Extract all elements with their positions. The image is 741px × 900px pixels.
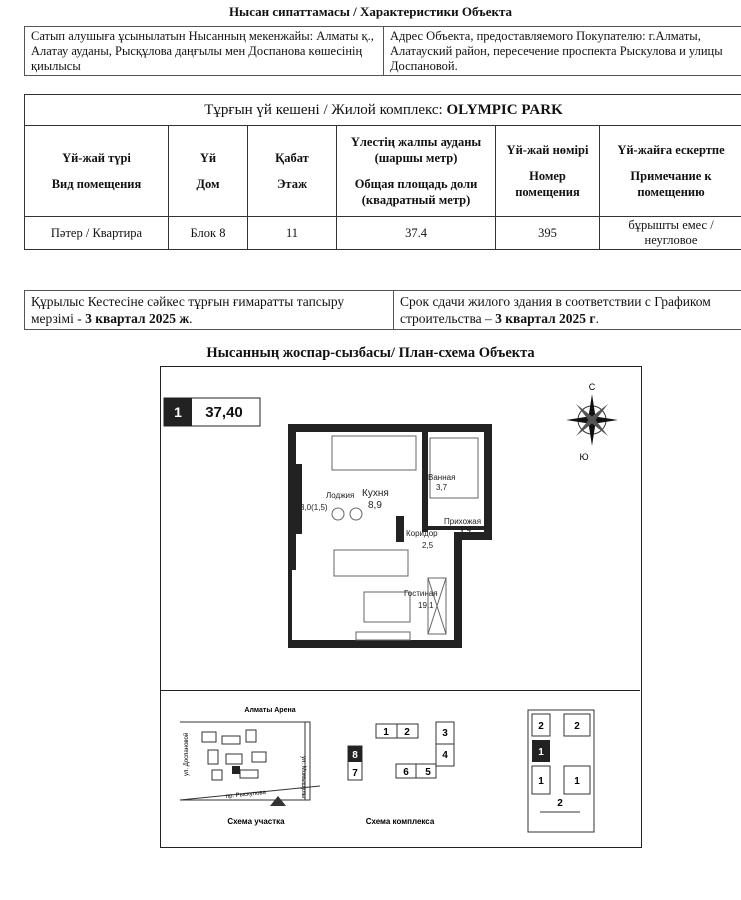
complex-caption: Схема комплекса xyxy=(365,817,435,826)
header-house: Үй Дом xyxy=(169,126,248,217)
floor-plan-svg xyxy=(160,366,640,846)
address-block xyxy=(24,26,741,76)
room-corridor-area: 2,5 xyxy=(422,541,434,550)
room-bath-area: 3,7 xyxy=(436,483,448,492)
room-bath-name: Ванная xyxy=(428,473,456,482)
svg-text:5: 5 xyxy=(425,767,431,778)
cell-note: бұрышты емес / неугловое xyxy=(600,217,741,250)
header-area: Үлестің жалпы ауданы (шаршы метр) Общая площадь доли (квадратный метр) xyxy=(337,126,496,217)
site-street-rysk: пр. Рыскулова xyxy=(225,789,267,800)
deadline-kz: Құрылыс Кестесіне сәйкес тұрғын ғимаратты тапсыру мерзімі - 3 квартал 2025 ж. xyxy=(25,291,394,329)
cell-house: Блок 8 xyxy=(169,217,248,250)
cell-number: 395 xyxy=(496,217,600,250)
complex-scheme xyxy=(348,722,454,826)
table-row xyxy=(25,217,741,250)
svg-text:1: 1 xyxy=(383,727,389,738)
deadline-ru: Срок сдачи жилого здания в соответствии с Графиком строительства – 3 квартал 2025 г. xyxy=(400,294,711,326)
header-note: Үй-жайға ескертпе Примечание к помещению xyxy=(600,126,741,217)
document-title: Нысан сипаттамасы / Характеристики Объекта xyxy=(228,4,513,19)
complex-block-highlight: 8 xyxy=(352,750,358,761)
floor-highlight: 1 xyxy=(538,747,544,758)
complex-caption: Тұрғын үй кешені / Жилой комплекс: OLYMPIC PARK xyxy=(25,95,741,126)
svg-text:3: 3 xyxy=(442,728,448,739)
svg-text:2: 2 xyxy=(538,721,544,732)
compass-north: С xyxy=(588,382,596,392)
svg-text:4: 4 xyxy=(442,750,448,761)
room-loggia-area: 3,0(1,5) xyxy=(300,503,328,512)
header-type: Үй-жай түрі Вид помещения xyxy=(25,126,169,217)
room-corridor-name: Коридор xyxy=(406,529,438,538)
svg-text:2: 2 xyxy=(404,727,410,738)
room-living-area: 19,1 xyxy=(418,601,434,610)
site-street-dosp: ул. Доспановой xyxy=(184,732,190,776)
site-street-mom: ул. Момышулы xyxy=(300,756,306,799)
svg-text:2: 2 xyxy=(557,798,563,809)
room-hall-area: 1,7 xyxy=(460,529,472,538)
plan-title: Нысанның жоспар-сызбасы/ План-схема Объекта xyxy=(206,345,535,361)
header-floor: Қабат Этаж xyxy=(248,126,337,217)
characteristics-table xyxy=(24,94,741,250)
svg-text:6: 6 xyxy=(403,767,409,778)
cell-area: 37.4 xyxy=(337,217,496,250)
room-kitchen-name: Кухня xyxy=(362,488,389,499)
rooms-count: 1 xyxy=(174,404,182,420)
svg-text:1: 1 xyxy=(538,776,544,787)
compass-south: Ю xyxy=(579,452,589,462)
svg-text:1: 1 xyxy=(574,776,580,787)
complex-name: OLYMPIC PARK xyxy=(446,101,563,118)
address-ru: Адрес Объекта, предоставляемого Покупателю: г.Алматы, Алатауский район, пересечение проспекта Рыскулова и улицы Доспановой. xyxy=(390,29,723,73)
room-kitchen-area: 8,9 xyxy=(368,500,382,511)
site-caption: Схема участка xyxy=(227,817,285,826)
site-scheme xyxy=(180,707,320,826)
svg-text:7: 7 xyxy=(352,768,358,779)
address-kz: Сатып алушыға ұсынылатын Нысанның мекенжайы: Алматы қ., Алатау ауданы, Рысқұлова даңғылы мен Доспанова көшесінің қиылысы xyxy=(25,27,384,75)
header-number: Үй-жай нөмірі Номер помещения xyxy=(496,126,600,217)
table-header-row xyxy=(25,126,741,217)
site-arena-label: Алматы Арена xyxy=(244,707,296,714)
room-living-name: Гостиная xyxy=(404,589,438,598)
deadline-block xyxy=(24,290,741,330)
cell-floor: 11 xyxy=(248,217,337,250)
cell-type: Пәтер / Квартира xyxy=(25,217,169,250)
room-loggia-name: Лоджия xyxy=(326,491,355,500)
total-area: 37,40 xyxy=(205,404,243,421)
svg-text:2: 2 xyxy=(574,721,580,732)
room-hall-name: Прихожая xyxy=(444,517,482,526)
floor-scheme xyxy=(528,710,594,832)
compass-icon xyxy=(566,394,618,446)
